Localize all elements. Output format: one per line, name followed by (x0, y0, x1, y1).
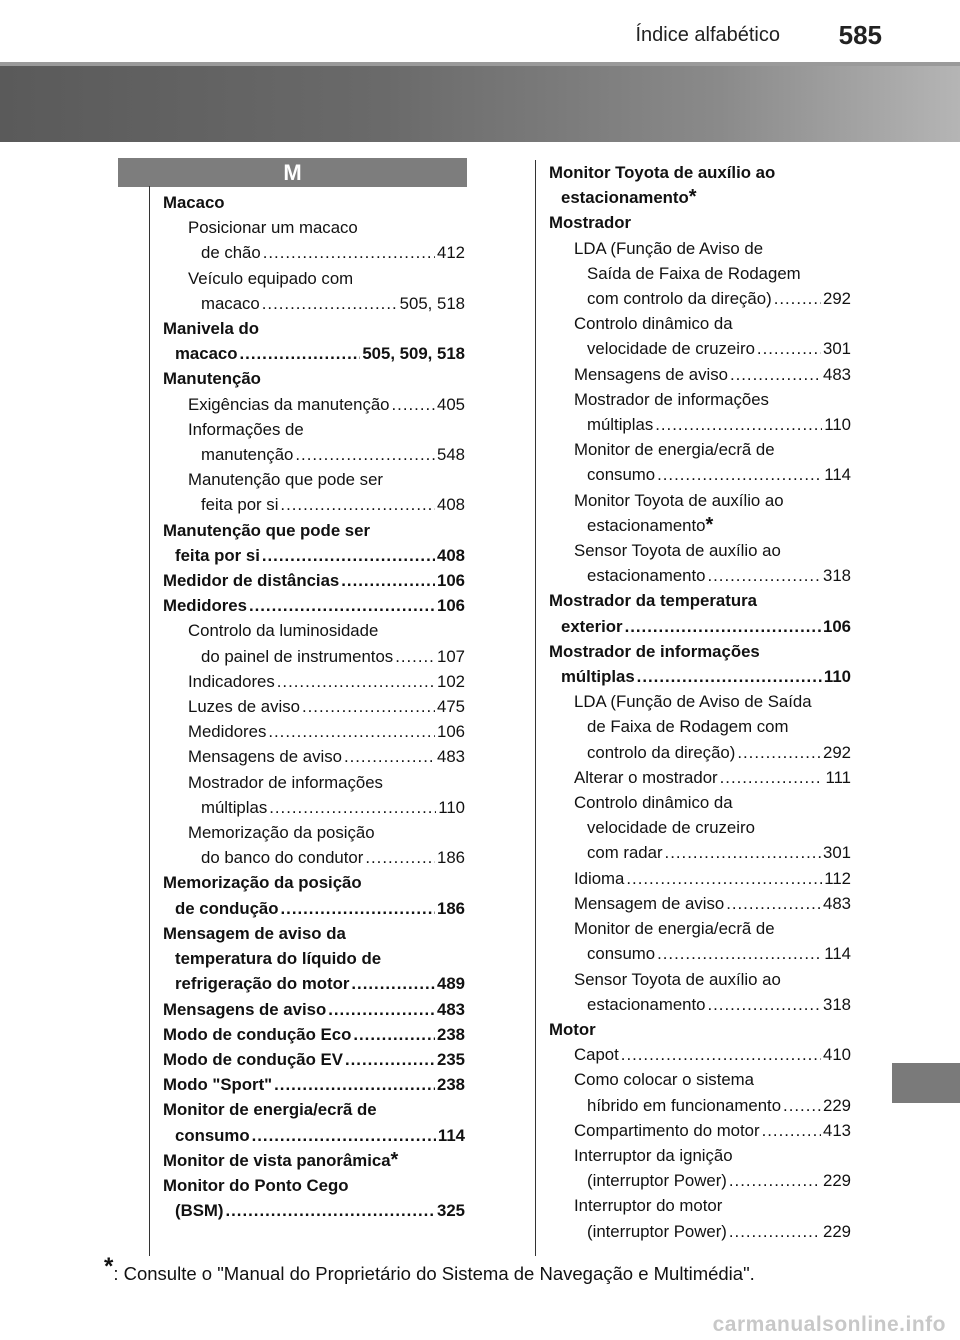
index-entry-text: Modo de condução Eco (163, 1024, 352, 1044)
index-entry (549, 614, 851, 639)
leader-dots (249, 593, 435, 618)
leader-dots (240, 341, 361, 366)
index-entry-page: 505, 509, 518 (362, 344, 465, 364)
index-entry-page: 410 (823, 1045, 851, 1065)
index-entry-text: Monitor de energia/ecrã de (574, 919, 775, 939)
index-entry-text: Monitor do Ponto Cego (163, 1175, 349, 1195)
index-entry (549, 538, 851, 563)
index-entry-text: Saída de Faixa de Rodagem (587, 263, 801, 283)
index-entry-text: estacionamento (587, 515, 706, 535)
leader-dots (757, 336, 821, 361)
index-entry (549, 1067, 851, 1092)
index-entry-text: Mensagem de aviso da (163, 923, 346, 943)
index-entry-text: Memorização da posição (163, 873, 362, 893)
index-entry-text: Exigências da manutenção (188, 394, 390, 414)
leader-dots (225, 1198, 435, 1223)
index-entry: estacionamento * (549, 185, 851, 210)
index-entry-page: 475 (437, 697, 465, 717)
index-entry-text: estacionamento (587, 566, 706, 586)
index-entry-text: Informações de (188, 419, 304, 439)
index-entry (163, 593, 465, 618)
index-entry (163, 618, 465, 643)
index-entry-text: Controlo da luminosidade (188, 621, 379, 641)
index-entry-text: Capot (574, 1045, 619, 1065)
index-entry-text: feita por si (201, 495, 279, 515)
index-entry-text: Macaco (163, 193, 225, 212)
index-entry (549, 563, 851, 588)
index-entry-page: 111 (825, 767, 851, 787)
index-entry-page: 235 (437, 1049, 465, 1069)
index-entry (549, 1017, 851, 1042)
index-entry-text: Controlo dinâmico da (574, 314, 733, 334)
leader-dots (762, 1118, 821, 1143)
index-entry-page: 292 (823, 289, 851, 309)
index-entry-text: Motor (549, 1019, 596, 1039)
index-entry (549, 790, 851, 815)
index-entry (549, 261, 851, 286)
leader-dots (729, 1168, 821, 1193)
index-entry-text: híbrido em funcionamento (587, 1095, 782, 1115)
index-entry-text: Modo de condução EV (163, 1049, 343, 1069)
index-entry-text: estacionamento (561, 188, 689, 208)
index-entry-text: de condução (175, 898, 279, 918)
index-entry (163, 366, 465, 391)
leader-dots (655, 412, 822, 437)
index-entry (549, 1118, 851, 1143)
index-entry-page: 483 (823, 364, 851, 384)
index-entry-text: Como colocar o sistema (574, 1070, 754, 1090)
index-entry-text: Medidores (188, 722, 267, 742)
index-entry (549, 387, 851, 412)
index-entry-text: múltiplas (201, 797, 268, 817)
leader-dots (274, 1072, 435, 1097)
index-entry (549, 740, 851, 765)
index-entry (163, 694, 465, 719)
index-entry (549, 765, 851, 790)
index-entry-page: 318 (823, 566, 851, 586)
index-entry (163, 467, 465, 492)
index-entry (549, 1042, 851, 1067)
index-entry-text: Interruptor da ignição (574, 1145, 733, 1165)
index-entry-text: Manutenção (163, 369, 261, 389)
leader-dots (344, 744, 435, 769)
page-number: 585 (838, 20, 882, 50)
index-entry (163, 1047, 465, 1072)
index-entry-text: macaco (175, 344, 238, 364)
index-entry-text: macaco (201, 293, 260, 313)
index-entry (163, 644, 465, 669)
index-entry (549, 639, 851, 664)
index-entry-text: refrigeração do motor (175, 974, 350, 994)
index-entry-text: Modo "Sport" (163, 1075, 273, 1095)
index-entry-text: Idioma (574, 868, 625, 888)
leader-dots (252, 1123, 436, 1148)
index-entry-text: temperatura do líquido de (175, 949, 382, 969)
leader-dots (302, 694, 435, 719)
index-entry: Monitor de vista panorâmica * (163, 1148, 465, 1173)
index-entry-text: Sensor Toyota de auxílio ao (574, 541, 781, 561)
index-entry (163, 417, 465, 442)
index-entry-text: LDA (Função de Aviso de (574, 238, 764, 258)
leader-dots (262, 291, 398, 316)
index-entry (549, 967, 851, 992)
page-header (0, 0, 960, 60)
index-entry-text: manutenção (201, 445, 294, 465)
index-entry-page: 238 (437, 1024, 465, 1044)
index-entry (163, 240, 465, 265)
leader-dots (637, 664, 822, 689)
index-entry-text: Memorização da posição (188, 823, 375, 843)
index-entry-text: (interruptor Power) (587, 1221, 727, 1241)
index-entry-page: 229 (823, 1171, 851, 1191)
index-entry (549, 1093, 851, 1118)
index-entry-text: Posicionar um macaco (188, 218, 358, 238)
leader-dots (783, 1093, 821, 1118)
index-entry-text: Mostrador da temperatura (549, 591, 757, 611)
index-entry-page: 114 (824, 465, 851, 485)
index-entry (163, 341, 465, 366)
index-entry-page: 106 (437, 571, 465, 591)
index-entry-page: 110 (823, 667, 851, 687)
index-entry-page: 405 (437, 394, 465, 414)
index-entry-page: 229 (823, 1221, 851, 1241)
index-entry (549, 891, 851, 916)
index-entry-page: 325 (437, 1201, 465, 1221)
index-entry (549, 815, 851, 840)
index-entry (163, 492, 465, 517)
index-entry (163, 669, 465, 694)
index-entry-page: 114 (437, 1125, 465, 1145)
leader-dots (351, 971, 435, 996)
index-entry (549, 160, 851, 185)
watermark: carmanualsonline.info (712, 1313, 946, 1336)
index-entry (163, 795, 465, 820)
index-entry (549, 362, 851, 387)
column-divider-left (149, 186, 150, 1256)
index-entry (549, 412, 851, 437)
index-entry (163, 744, 465, 769)
leader-dots (737, 740, 821, 765)
leader-dots (341, 568, 435, 593)
index-entry (163, 568, 465, 593)
index-entry-text: consumo (587, 944, 656, 964)
index-entry (163, 1198, 465, 1223)
leader-dots (657, 462, 822, 487)
leader-dots (277, 669, 435, 694)
index-entry-text: Monitor de energia/ecrã de (163, 1100, 377, 1120)
index-entry (163, 1022, 465, 1047)
index-entry (163, 1072, 465, 1097)
index-entry-text: Mostrador de informações (549, 641, 760, 661)
index-entry-text: Mensagens de aviso (163, 999, 327, 1019)
index-entry: estacionamento * (549, 513, 851, 538)
index-entry (549, 236, 851, 261)
index-entry-text: Mostrador de informações (188, 772, 383, 792)
index-entry (163, 543, 465, 568)
index-entry (549, 336, 851, 361)
index-entry (163, 921, 465, 946)
index-entry-page: 106 (437, 596, 465, 616)
side-tab-marker (892, 1063, 960, 1103)
leader-dots (707, 563, 821, 588)
index-entry-text: com controlo da direção) (587, 289, 772, 309)
leader-dots (621, 1042, 821, 1067)
index-entry-text: feita por si (175, 545, 260, 565)
index-entry-text: Medidor de distâncias (163, 571, 340, 591)
leader-dots (262, 543, 435, 568)
index-entry (163, 1173, 465, 1198)
index-entry (549, 462, 851, 487)
index-entry-page: 413 (823, 1120, 851, 1140)
leader-dots (774, 286, 821, 311)
footnote-text: : Consulte o "Manual do Proprietário do Sistema de Navegação e Multimédia". (113, 1263, 755, 1284)
index-entry (163, 870, 465, 895)
index-entry-text: Controlo dinâmico da (574, 793, 733, 813)
index-entry (549, 1219, 851, 1244)
index-entry-text: múltiplas (587, 415, 654, 435)
index-entry-text: Manivela do (163, 319, 260, 339)
index-entry (549, 437, 851, 462)
index-entry (163, 266, 465, 291)
leader-dots (328, 997, 435, 1022)
index-entry-text: Sensor Toyota de auxílio ao (574, 969, 781, 989)
leader-dots (730, 362, 821, 387)
index-entry-page: 292 (823, 742, 851, 762)
index-entry (163, 392, 465, 417)
leader-dots (707, 992, 821, 1017)
index-entry-text: velocidade de cruzeiro (587, 339, 755, 359)
index-entry-text: (BSM) (175, 1201, 224, 1221)
index-column-left (163, 190, 465, 1223)
header-band (0, 62, 960, 142)
index-entry (163, 971, 465, 996)
index-entry (549, 311, 851, 336)
index-entry-page: 110 (438, 797, 465, 817)
leader-dots (625, 614, 821, 639)
index-entry-text: Manutenção que pode ser (163, 520, 371, 540)
index-entry-text: Monitor de vista panorâmica (163, 1150, 391, 1170)
index-entry-text: Compartimento do motor (574, 1120, 760, 1140)
index-entry-page: 186 (437, 898, 465, 918)
index-entry (549, 286, 851, 311)
index-entry-page: 238 (437, 1075, 465, 1095)
leader-dots (365, 845, 435, 870)
index-entry-page: 112 (824, 868, 851, 888)
index-entry-page: 408 (437, 545, 465, 565)
index-entry-text: do painel de instrumentos (201, 646, 394, 666)
index-entry (163, 215, 465, 240)
index-entry-text: Luzes de aviso (188, 697, 300, 717)
index-entry-text: consumo (175, 1125, 250, 1145)
index-entry-page: 102 (437, 671, 465, 691)
index-entry-page: 548 (437, 445, 465, 465)
index-entry (163, 770, 465, 795)
index-entry-text: Manutenção que pode ser (188, 470, 383, 490)
index-entry-text: velocidade de cruzeiro (587, 818, 755, 838)
leader-dots (353, 1022, 435, 1047)
leader-dots (726, 891, 821, 916)
index-entry (163, 518, 465, 543)
leader-dots (263, 240, 435, 265)
index-entry-page: 489 (437, 974, 465, 994)
index-entry-page: 107 (437, 646, 465, 666)
index-entry (163, 845, 465, 870)
index-entry-page: 229 (823, 1095, 851, 1115)
leader-dots (392, 392, 435, 417)
index-entry-text: Alterar o mostrador (574, 767, 718, 787)
leader-dots (626, 866, 822, 891)
index-entry-text: Mostrador (549, 213, 632, 233)
header-title: Índice alfabético (635, 24, 780, 46)
index-entry-text: de chão (201, 243, 261, 263)
index-entry-text: estacionamento (587, 994, 706, 1014)
index-entry (549, 866, 851, 891)
index-entry-page: 186 (437, 848, 465, 868)
index-entry (163, 997, 465, 1022)
index-entry-text: LDA (Função de Aviso de Saída (574, 692, 812, 712)
leader-dots (345, 1047, 435, 1072)
index-entry-page: 483 (437, 999, 465, 1019)
index-entry-text: de Faixa de Rodagem com (587, 717, 789, 737)
index-entry-text: múltiplas (561, 667, 635, 687)
index-entry-page: 106 (823, 616, 851, 636)
index-entry-text: exterior (561, 616, 623, 636)
index-entry (163, 442, 465, 467)
leader-dots (657, 941, 822, 966)
index-entry-page: 408 (437, 495, 465, 515)
index-entry (163, 190, 465, 215)
leader-dots (729, 1219, 821, 1244)
index-entry-text: Mensagens de aviso (188, 747, 342, 767)
index-entry-text: Monitor Toyota de auxílio ao (574, 490, 784, 510)
index-entry-text: (interruptor Power) (587, 1171, 727, 1191)
section-letter: M (118, 158, 467, 187)
leader-dots (295, 442, 435, 467)
index-entry (163, 946, 465, 971)
leader-dots (665, 840, 821, 865)
index-entry-text: Mensagens de aviso (574, 364, 728, 384)
footnote-marker: * (104, 1253, 114, 1280)
index-entry-page: 483 (823, 893, 851, 913)
index-entry-text: Mostrador de informações (574, 389, 769, 409)
index-entry (549, 1168, 851, 1193)
leader-dots (268, 719, 435, 744)
index-entry-text: Veículo equipado com (188, 268, 354, 288)
index-entry (549, 664, 851, 689)
index-entry (549, 941, 851, 966)
index-entry-text: consumo (587, 465, 656, 485)
index-entry-text: Monitor Toyota de auxílio ao (549, 163, 776, 182)
index-entry-page: 483 (437, 747, 465, 767)
index-entry (549, 1143, 851, 1168)
index-entry (549, 714, 851, 739)
index-column-right (549, 160, 851, 1244)
index-entry-page: 110 (824, 415, 851, 435)
leader-dots (720, 765, 824, 790)
footnote (104, 1253, 755, 1285)
index-entry (163, 316, 465, 341)
index-entry (549, 488, 851, 513)
index-entry-text: Medidores (163, 596, 247, 616)
index-entry-page: 301 (823, 339, 851, 359)
index-entry-text: Monitor de energia/ecrã de (574, 440, 775, 460)
leader-dots (280, 492, 435, 517)
index-entry (549, 588, 851, 613)
index-entry-text: do banco do condutor (201, 848, 364, 868)
leader-dots (281, 896, 436, 921)
leader-dots (269, 795, 436, 820)
index-entry (163, 291, 465, 316)
index-entry-text: controlo da direção) (587, 742, 736, 762)
index-entry (549, 916, 851, 941)
index-entry-page: 106 (437, 722, 465, 742)
index-entry-page: 301 (823, 843, 851, 863)
index-entry (549, 689, 851, 714)
index-entry-page: 412 (437, 243, 465, 263)
index-entry (163, 1097, 465, 1122)
column-divider-middle (535, 160, 536, 1256)
index-entry (163, 896, 465, 921)
index-entry (549, 840, 851, 865)
index-entry-page: 505, 518 (399, 293, 465, 313)
index-entry-text: Interruptor do motor (574, 1196, 723, 1216)
index-entry (163, 1123, 465, 1148)
index-entry (549, 992, 851, 1017)
index-entry (163, 719, 465, 744)
index-entry-text: com radar (587, 843, 663, 863)
index-entry (549, 210, 851, 235)
index-entry-page: 318 (823, 994, 851, 1014)
index-entry-text: Indicadores (188, 671, 275, 691)
leader-dots (395, 644, 435, 669)
index-entry-text: Mensagem de aviso (574, 893, 725, 913)
index-entry-page: 114 (824, 944, 851, 964)
index-entry (549, 1193, 851, 1218)
index-entry (163, 820, 465, 845)
